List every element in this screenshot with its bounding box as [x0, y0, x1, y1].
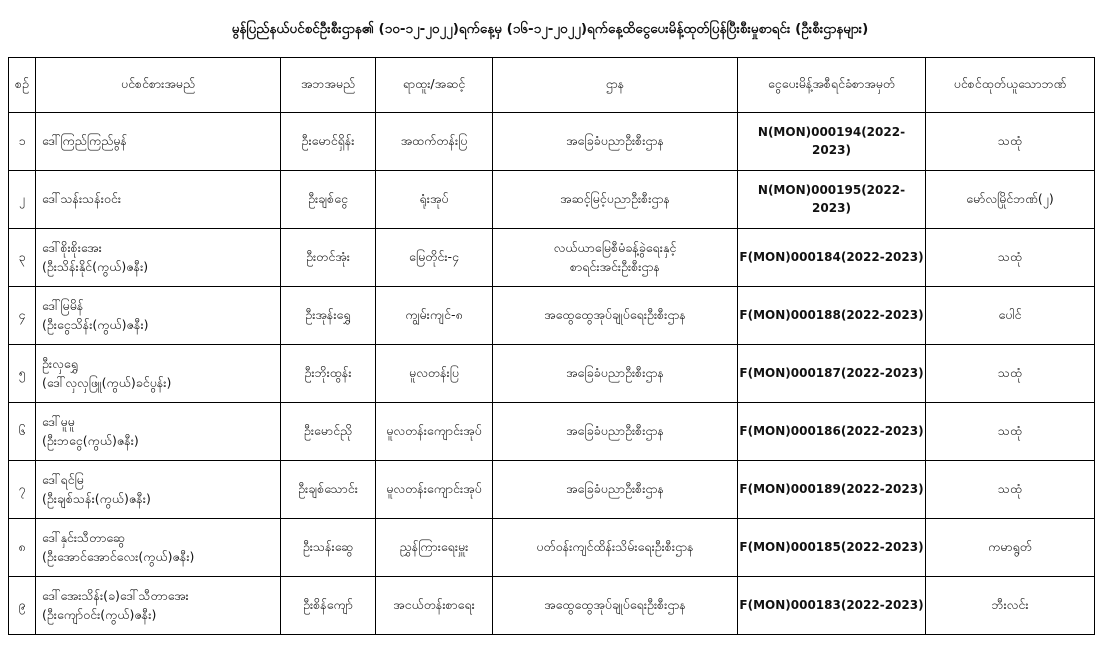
spouse-note: (ဦးငွေသိန်း(ကွယ်)ဇနီး): [42, 316, 149, 332]
department-line: အထွေထွေအုပ်ချုပ်ရေးဦးစီးဌာန: [544, 597, 686, 613]
department-line: အခြေခံပညာဦးစီးဌာန: [566, 481, 664, 497]
header-department: ဌာန: [493, 58, 738, 113]
position: ညွှန်ကြားရေးမှူး: [376, 519, 493, 577]
pensioner-name: ဦးလှရွှေ: [42, 356, 79, 372]
spouse-note: (ဒေါ်လှလှဖြူ(ကွယ်)ခင်ပွန်း): [42, 374, 172, 390]
department-line: အခြေခံပညာဦးစီးဌာန: [566, 133, 664, 149]
department-line: အဆင့်မြင့်ပညာဦးစီးဌာန: [560, 191, 670, 207]
table-row: [9, 113, 1095, 171]
pensioner-name: ဒေါ်မြမိန်: [42, 298, 84, 314]
order-number: N(MON)000195(2022-2023): [738, 171, 926, 229]
department-cell: [493, 345, 738, 403]
pensioner-name-cell: [36, 345, 281, 403]
pensioner-name: ဒေါ်ကြည်ကြည်မွန်: [42, 133, 127, 149]
father-name: ဦးတင်အုံး: [281, 229, 376, 287]
header-no: စဉ်: [9, 58, 36, 113]
header-bank: ပင်စင်ထုတ်ယူသောဘဏ်: [926, 58, 1095, 113]
spouse-note: (ဦးဘငွေ(ကွယ်)ဇနီး): [42, 432, 139, 448]
position: မြေတိုင်း-၄: [376, 229, 493, 287]
order-number: F(MON)000185(2022-2023): [738, 519, 926, 577]
father-name: ဦးမောင်ညို: [281, 403, 376, 461]
department-line: ပတ်ဝန်းကျင်ထိန်းသိမ်းရေးဦးစီးဌာန: [536, 539, 694, 555]
department-cell: [493, 403, 738, 461]
father-name: ဦးချစ်ငွေ: [281, 171, 376, 229]
pension-order-table: [8, 57, 1095, 635]
pensioner-name-cell: [36, 403, 281, 461]
table-header-row: [9, 58, 1095, 113]
order-number: F(MON)000184(2022-2023): [738, 229, 926, 287]
bank-name: ဘီးလင်း: [926, 577, 1095, 635]
bank-name: သထုံ: [926, 461, 1095, 519]
header-order-number: ငွေပေးမိန့်အစီရင်ခံစာအမှတ်: [738, 58, 926, 113]
department-cell: [493, 461, 738, 519]
position: ရုံးအုပ်: [376, 171, 493, 229]
pensioner-name: ဒေါ်အေးသိန်း(ခ)ဒေါ်သီတာအေး: [42, 588, 189, 604]
department-cell: [493, 229, 738, 287]
table-body: [9, 113, 1095, 635]
pensioner-name-cell: [36, 171, 281, 229]
spouse-note: (ဦးကျော်ဝင်း(ကွယ်)ဇနီး): [42, 606, 157, 622]
department-line: အထွေထွေအုပ်ချုပ်ရေးဦးစီးဌာန: [544, 307, 686, 323]
department-cell: [493, 113, 738, 171]
order-number: F(MON)000186(2022-2023): [738, 403, 926, 461]
position: အငယ်တန်းစာရေး: [376, 577, 493, 635]
table-row: [9, 345, 1095, 403]
father-name: ဦးအုန်းရွှေ: [281, 287, 376, 345]
order-number: F(MON)000188(2022-2023): [738, 287, 926, 345]
pensioner-name-cell: [36, 577, 281, 635]
spouse-note: (ဦးချစ်သန်း(ကွယ်)ဇနီး): [42, 490, 151, 506]
header-father-name: အဘအမည်: [281, 58, 376, 113]
pensioner-name: ဒေါ်မူမူ: [42, 414, 75, 430]
father-name: ဦးမောင်ရှိန်း: [281, 113, 376, 171]
bank-name: ကမာရွတ်: [926, 519, 1095, 577]
pensioner-name: ဒေါ်ရင်မြ: [42, 472, 84, 488]
table-row: [9, 287, 1095, 345]
header-position: ရာထူး/အဆင့်: [376, 58, 493, 113]
position: မူလတန်းပြ: [376, 345, 493, 403]
father-name: ဦးချစ်သောင်း: [281, 461, 376, 519]
order-number: F(MON)000189(2022-2023): [738, 461, 926, 519]
bank-name: သထုံ: [926, 345, 1095, 403]
spouse-note: (ဦးအောင်အောင်လေး(ကွယ်)ဇနီး): [42, 548, 195, 564]
bank-name: သထုံ: [926, 113, 1095, 171]
page-title: မွန်ပြည်နယ်ပင်စင်ဦးစီးဌာန၏ (၁၀-၁၂-၂၀၂၂)ရက်နေ့မှ (၁၆-၁၂-၂၀၂၂)ရက်နေ့ထိငွေပေးမိန့်ထုတ်ပြန်ပြီးစီးမှုစာရင်း (ဦးစီးဌာနများ): [231, 21, 869, 37]
order-number: F(MON)000183(2022-2023): [738, 577, 926, 635]
position: အထက်တန်းပြ: [376, 113, 493, 171]
bank-name: မော်လမြိုင်ဘဏ်(၂): [926, 171, 1095, 229]
table-row: [9, 519, 1095, 577]
pensioner-name: ဒေါ်နှင်းသီတာဆွေ: [42, 530, 125, 546]
row-number: ၄: [9, 287, 36, 345]
row-number: ၇: [9, 461, 36, 519]
row-number: ၆: [9, 403, 36, 461]
spouse-note: (ဦးသိန်းနိုင်(ကွယ်)ဇနီး): [42, 258, 149, 274]
row-number: ၃: [9, 229, 36, 287]
bank-name: ပေါင်: [926, 287, 1095, 345]
father-name: ဦးဘိုးထွန်း: [281, 345, 376, 403]
position: မူလတန်းကျောင်းအုပ်: [376, 403, 493, 461]
department-line: အခြေခံပညာဦးစီးဌာန: [566, 365, 664, 381]
table-row: [9, 577, 1095, 635]
row-number: ၂: [9, 171, 36, 229]
pensioner-name-cell: [36, 287, 281, 345]
pensioner-name-cell: [36, 519, 281, 577]
header-pensioner-name: ပင်စင်စားအမည်: [36, 58, 281, 113]
table-row: [9, 403, 1095, 461]
position: မူလတန်းကျောင်းအုပ်: [376, 461, 493, 519]
order-number: F(MON)000187(2022-2023): [738, 345, 926, 403]
department-line: စာရင်းအင်းဦးစီးဌာန: [570, 258, 660, 274]
department-line: အခြေခံပညာဦးစီးဌာန: [566, 423, 664, 439]
row-number: ၅: [9, 345, 36, 403]
order-number: N(MON)000194(2022-2023): [738, 113, 926, 171]
department-cell: [493, 287, 738, 345]
department-cell: [493, 577, 738, 635]
department-cell: [493, 519, 738, 577]
table-row: [9, 229, 1095, 287]
position: ကျွမ်းကျင်-၈: [376, 287, 493, 345]
pensioner-name: ဒေါ်သန်းသန်းဝင်း: [42, 191, 122, 207]
pensioner-name-cell: [36, 229, 281, 287]
pensioner-name-cell: [36, 461, 281, 519]
father-name: ဦးသန်းဆွေ: [281, 519, 376, 577]
row-number: ၁: [9, 113, 36, 171]
table-row: [9, 171, 1095, 229]
bank-name: သထုံ: [926, 229, 1095, 287]
row-number: ၈: [9, 519, 36, 577]
row-number: ၉: [9, 577, 36, 635]
department-cell: [493, 171, 738, 229]
bank-name: သထုံ: [926, 403, 1095, 461]
department-line: လယ်ယာမြေစီမံခန့်ခွဲရေးနှင့်: [553, 240, 677, 256]
pensioner-name-cell: [36, 113, 281, 171]
pensioner-name: ဒေါ်စိုးစိုးအေး: [42, 240, 102, 256]
table-row: [9, 461, 1095, 519]
father-name: ဦးစိန်ကျော်: [281, 577, 376, 635]
